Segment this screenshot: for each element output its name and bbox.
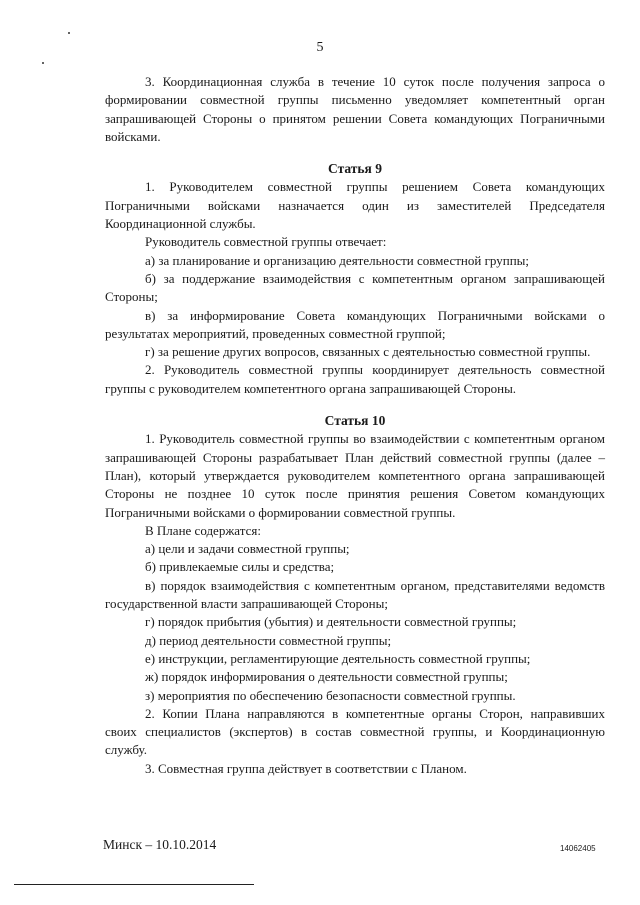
paragraph: ж) порядок информирования о деятельности совместной группы; bbox=[145, 669, 508, 685]
paragraph: а) за планирование и организацию деятельности совместной группы; bbox=[145, 252, 530, 268]
paragraph: Руководитель совместной группы отвечает: bbox=[145, 234, 387, 250]
page-number: 5 bbox=[316, 40, 324, 55]
scan-speck bbox=[42, 62, 44, 64]
paragraph: 3. Координационная служба в течение 10 суток после получения запроса о формировании совместной группы письменно уведомляет компетентный орган запрашивающей Стороны о принятом решении Совета командующих Пограничными войсками. bbox=[105, 74, 605, 144]
bottom-rule bbox=[14, 884, 254, 885]
paragraph: б) за поддержание взаимодействия с компетентным органом запрашивающей Стороны; bbox=[105, 270, 605, 305]
paragraph: а) цели и задачи совместной группы; bbox=[145, 541, 350, 557]
paragraph: е) инструкции, регламентирующие деятельность совместной группы; bbox=[145, 650, 531, 666]
paragraph: з) мероприятия по обеспечению безопасности совместной группы. bbox=[145, 687, 516, 703]
paragraph: г) за решение других вопросов, связанных с деятельностью совместной группы. bbox=[145, 344, 591, 360]
paragraph: 1. Руководитель совместной группы во взаимодействии с компетентным органом запрашивающей Стороны разрабатывает План действий совместной группы (далее – План), который утверждается руководителем компетентного органа запрашивающей Стороны не позднее 10 суток после принятия решения Советом командующих Пограничными войсками о формировании совместной группы. bbox=[105, 431, 605, 520]
footer-doc-code: 14062405 bbox=[560, 844, 596, 853]
paragraph: 2. Руководитель совместной группы координирует деятельность совместной группы с руководителем компетентного органа запрашивающей Стороны. bbox=[105, 362, 605, 396]
paragraph: д) период деятельности совместной группы; bbox=[145, 632, 392, 648]
article-heading: Статья 10 bbox=[324, 413, 386, 429]
document-body bbox=[105, 73, 605, 778]
scan-speck bbox=[68, 32, 70, 34]
footer-city-date: Минск – 10.10.2014 bbox=[103, 837, 217, 852]
paragraph: в) за информирование Совета командующих Пограничными войсками о результатах мероприятий, проведенных совместной группой; bbox=[105, 307, 605, 341]
paragraph: 3. Совместная группа действует в соответствии с Планом. bbox=[145, 760, 467, 776]
paragraph: б) привлекаемые силы и средства; bbox=[145, 559, 335, 575]
paragraph: г) порядок прибытия (убытия) и деятельности совместной группы; bbox=[145, 614, 517, 630]
paragraph: 1. Руководителем совместной группы решением Совета командующих Пограничными войсками назначается один из заместителей Председателя Координационной службы. bbox=[105, 179, 605, 232]
article-heading: Статья 9 bbox=[328, 161, 382, 177]
paragraph: в) порядок взаимодействия с компетентным органом, представителями ведомств государственной власти запрашивающей Стороны; bbox=[105, 577, 605, 612]
paragraph: В Плане содержатся: bbox=[145, 522, 261, 538]
paragraph: 2. Копии Плана направляются в компетентные органы Сторон, направивших своих специалистов (экспертов) в состав совместной группы, и Координационную службу. bbox=[105, 705, 605, 758]
